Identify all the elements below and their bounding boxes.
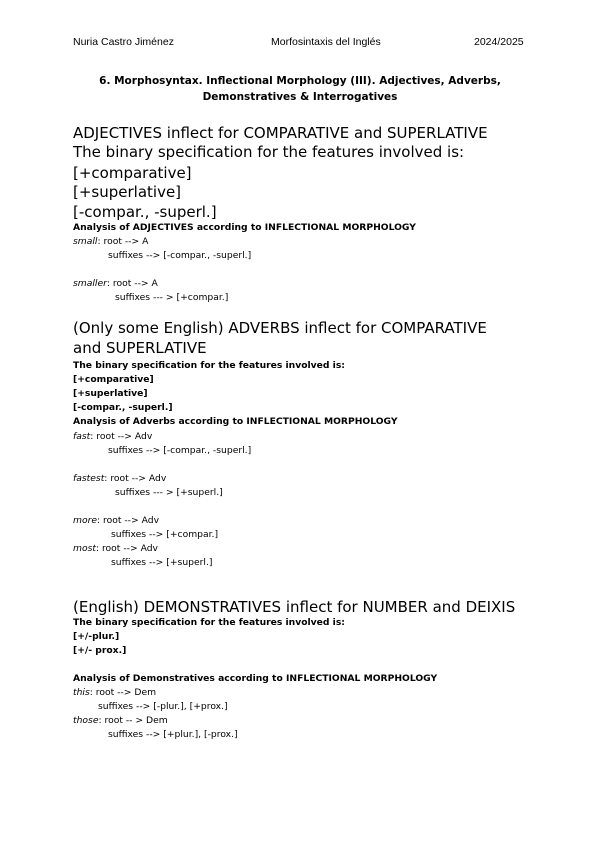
adverbs-feature-neutral: [-compar., -superl.] — [73, 402, 173, 413]
adverbs-example-2-root — [73, 472, 166, 486]
example-word: small — [73, 236, 98, 247]
demonstratives-spec-intro: The binary specification for the features involved is: — [73, 617, 345, 628]
adjectives-heading: ADJECTIVES inflect for COMPARATIVE and SUPERLATIVE — [73, 124, 488, 142]
adjectives-analysis-heading: Analysis of ADJECTIVES according to INFLECTIONAL MORPHOLOGY — [73, 222, 416, 233]
adverbs-example-3-suffix: suffixes --> [+compar.] — [111, 529, 219, 540]
adjectives-example-1-suffix: suffixes --> [-compar., -superl.] — [108, 250, 252, 261]
demonstratives-example-1-suffix: suffixes --> [-plur.], [+prox.] — [98, 701, 228, 712]
header-year: 2024/2025 — [474, 36, 524, 48]
header-author: Nuria Castro Jiménez — [73, 36, 174, 48]
example-word: fast — [73, 431, 91, 442]
adjectives-example-1-root — [73, 235, 148, 249]
adjectives-example-2-root — [73, 277, 158, 291]
demonstratives-feature-proximal: [+/- prox.] — [73, 645, 127, 656]
demonstratives-example-2-suffix: suffixes --> [+plur.], [-prox.] — [108, 729, 238, 740]
example-root: : root --> Dem — [89, 687, 157, 698]
example-root: : root --> Adv — [104, 473, 167, 484]
adverbs-heading-line-1: (Only some English) ADVERBS inflect for COMPARATIVE — [73, 319, 487, 337]
adverbs-example-3-root — [73, 514, 159, 528]
demonstratives-example-1-root — [73, 686, 156, 700]
example-root: : root --> Adv — [90, 431, 153, 442]
example-root: : root --> A — [97, 236, 149, 247]
title-line-1: 6. Morphosyntax. Inflectional Morphology (III). Adjectives, Adverbs, — [99, 75, 501, 87]
example-word: this — [73, 687, 90, 698]
adjectives-feature-superlative: [+superlative] — [73, 183, 182, 201]
adverbs-spec-intro: The binary specification for the features involved is: — [73, 360, 345, 371]
example-root: : root --> A — [106, 278, 158, 289]
header-course: Morfosintaxis del Inglés — [271, 36, 381, 48]
example-word: most — [73, 543, 96, 554]
demonstratives-example-2-root — [73, 714, 168, 728]
example-root: : root --> Adv — [97, 515, 160, 526]
adjectives-feature-neutral: [-compar., -superl.] — [73, 203, 217, 221]
demonstratives-feature-plural: [+/-plur.] — [73, 631, 120, 642]
example-root: : root -- > Dem — [98, 715, 168, 726]
adverbs-example-4-root — [73, 542, 158, 556]
title-line-2: Demonstratives & Interrogatives — [202, 91, 398, 103]
adverbs-heading-line-2: and SUPERLATIVE — [73, 339, 207, 357]
adverbs-feature-superlative: [+superlative] — [73, 388, 148, 399]
example-root: : root --> Adv — [95, 543, 158, 554]
demonstratives-analysis-heading: Analysis of Demonstratives according to INFLECTIONAL MORPHOLOGY — [73, 673, 438, 684]
adverbs-example-2-suffix: suffixes --- > [+superl.] — [115, 487, 223, 498]
example-word: those — [73, 715, 99, 726]
page-title — [60, 73, 540, 105]
adverbs-feature-comparative: [+comparative] — [73, 374, 154, 385]
example-word: more — [73, 515, 98, 526]
adverbs-analysis-heading: Analysis of Adverbs according to INFLECTIONAL MORPHOLOGY — [73, 416, 398, 427]
adverbs-example-1-suffix: suffixes --> [-compar., -superl.] — [108, 445, 252, 456]
example-word: smaller — [73, 278, 107, 289]
adverbs-example-1-root — [73, 430, 152, 444]
demonstratives-heading: (English) DEMONSTRATIVES inflect for NUMBER and DEIXIS — [73, 598, 516, 616]
example-word: fastest — [73, 473, 105, 484]
adjectives-example-2-suffix: suffixes --- > [+compar.] — [115, 292, 229, 303]
adverbs-example-4-suffix: suffixes --> [+superl.] — [111, 557, 213, 568]
adjectives-feature-comparative: [+comparative] — [73, 164, 192, 182]
adjectives-spec-intro: The binary specification for the features involved is: — [73, 143, 465, 161]
